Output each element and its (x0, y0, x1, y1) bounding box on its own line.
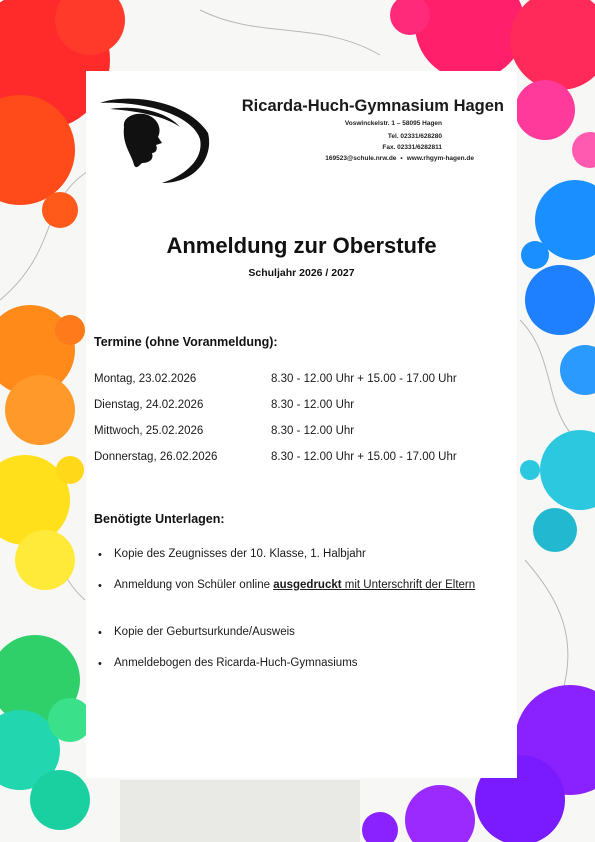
bullet-icon: • (98, 658, 102, 670)
list-item (98, 546, 494, 562)
school-website: www.rhgym-hagen.de (406, 155, 474, 162)
termine-time: 8.30 - 12.00 Uhr (271, 425, 355, 437)
school-email: 169523@schule.nrw.de (325, 155, 397, 162)
list-item-emphasis: ausgedruckt (273, 579, 342, 591)
bullet-icon: • (98, 580, 102, 592)
termine-time: 8.30 - 12.00 Uhr (271, 399, 355, 411)
termine-time: 8.30 - 12.00 Uhr + 15.00 - 17.00 Uhr (271, 373, 457, 385)
school-logo (96, 97, 212, 185)
list-item-text: mit Unterschrift der Eltern (341, 579, 476, 591)
page-subtitle: Schuljahr 2026 / 2027 (248, 267, 355, 279)
school-address: Voswinckelstr. 1 – 58095 Hagen (344, 120, 442, 127)
termine-day: Donnerstag, 26.02.2026 (94, 451, 218, 463)
list-item-text: Anmeldebogen des Ricarda-Huch-Gymnasiums (114, 657, 358, 669)
flyer-sheet (86, 71, 517, 778)
page-title: Anmeldung zur Oberstufe (166, 233, 437, 258)
school-fax: Fax. 02331/6282811 (382, 144, 442, 151)
school-name: Ricarda-Huch-Gymnasium Hagen (241, 97, 504, 115)
termine-day: Dienstag, 24.02.2026 (94, 399, 204, 411)
bullet-icon: • (98, 549, 102, 561)
contact-line (325, 155, 474, 162)
school-phone: Tel. 02331/628280 (387, 133, 442, 140)
termine-heading: Termine (ohne Voranmeldung): (94, 335, 278, 349)
termine-time: 8.30 - 12.00 Uhr + 15.00 - 17.00 Uhr (271, 451, 457, 463)
list-item (98, 655, 494, 671)
bullet-icon: • (98, 627, 102, 639)
unterlagen-heading: Benötigte Unterlagen: (94, 512, 225, 526)
list-item (98, 577, 494, 593)
contact-separator: • (400, 155, 403, 162)
list-item-text: Kopie des Zeugnisses der 10. Klasse, 1. Halbjahr (114, 548, 366, 560)
list-item (98, 624, 494, 640)
termine-day: Mittwoch, 25.02.2026 (94, 425, 204, 437)
list-item-text: Anmeldung von Schüler online (114, 579, 274, 591)
termine-day: Montag, 23.02.2026 (94, 373, 197, 385)
list-item-text: Kopie der Geburtsurkunde/Ausweis (114, 626, 295, 638)
